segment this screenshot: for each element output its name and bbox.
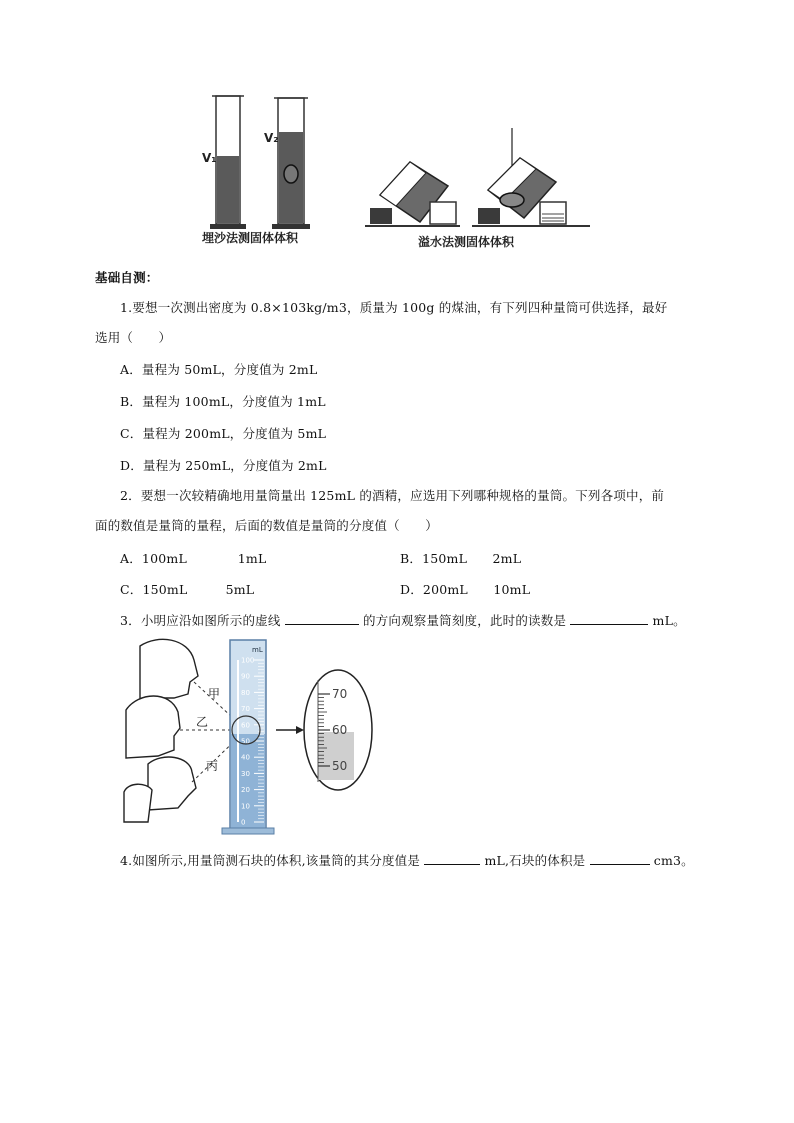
q1-option-c: C．量程为 200mL，分度值为 5mL xyxy=(120,426,327,441)
zoom-label-60: 60 xyxy=(332,723,348,737)
caption-right: 溢水法测固体体积 xyxy=(418,235,515,249)
q3-text-a: 3．小明应沿如图所示的虚线 xyxy=(120,613,281,628)
q4-blank-division[interactable] xyxy=(424,850,480,865)
cylinder-tick-label: 0 xyxy=(241,818,246,827)
cylinder-reading-figure xyxy=(118,632,388,842)
label-v1: V₁ xyxy=(202,151,217,165)
label-bing: 丙 xyxy=(206,759,219,773)
q1-option-d: D．量程为 250mL，分度值为 2mL xyxy=(120,458,327,473)
q4-text-c: cm3。 xyxy=(653,853,694,868)
q2-option-a: A．100mL 1mL xyxy=(120,551,267,566)
label-v2: V₂ xyxy=(264,131,279,145)
label-jia: 甲 xyxy=(208,687,221,701)
q2-line1: 2．要想一次较精确地用量筒量出 125mL 的酒精，应选用下列哪种规格的量筒。下列各项中，前 xyxy=(120,488,665,503)
cylinder-tick-label: 70 xyxy=(241,705,250,714)
caption-left: 埋沙法测固体体积 xyxy=(202,231,299,245)
cylinder-tick-label: 60 xyxy=(241,721,250,730)
q2-option-d: D．200mL 10mL xyxy=(400,582,531,597)
unit-label: mL xyxy=(252,646,263,654)
cylinder-tick-label: 90 xyxy=(241,672,250,681)
overflow-setup-left xyxy=(365,162,460,226)
q4-text-b: mL,石块的体积是 xyxy=(484,853,586,868)
q3-text-c: mL。 xyxy=(652,613,686,628)
label-yi: 乙 xyxy=(196,715,209,729)
cylinder-v2 xyxy=(272,98,310,229)
q3-blank-reading[interactable] xyxy=(570,610,648,625)
q2-option-c: C．150mL 5mL xyxy=(120,582,255,597)
q3-text-b: 的方向观察量筒刻度，此时的读数是 xyxy=(362,613,567,628)
cylinder-tick-label: 30 xyxy=(241,769,250,778)
zoom-label-50: 50 xyxy=(332,759,348,773)
q1-line2: 选用（ ） xyxy=(95,330,172,345)
cylinder-tick-label: 20 xyxy=(241,786,250,795)
cylinder-tick-label: 80 xyxy=(241,688,250,697)
cylinder-tick-label: 10 xyxy=(241,802,250,811)
q2-line2: 面的数值是量筒的量程，后面的数值是量筒的分度值（ ） xyxy=(95,518,438,533)
cylinder-tick-label: 40 xyxy=(241,753,250,762)
volume-methods-figure xyxy=(190,90,610,260)
overflow-setup-right xyxy=(472,128,590,226)
cylinder-tick-label: 100 xyxy=(241,656,255,665)
section-title: 基础自测： xyxy=(95,270,159,285)
q1-option-b: B．量程为 100mL，分度值为 1mL xyxy=(120,394,326,409)
q3-blank-direction[interactable] xyxy=(285,610,359,625)
q4-text-a: 4.如图所示,用量筒测石块的体积,该量筒的其分度值是 xyxy=(120,853,421,868)
q4-blank-volume[interactable] xyxy=(590,850,650,865)
observer-heads xyxy=(124,639,198,822)
zoom-arrow xyxy=(276,726,304,734)
q2-option-b: B．150mL 2mL xyxy=(400,551,522,566)
q1-option-a: A．量程为 50mL，分度值为 2mL xyxy=(120,362,318,377)
q3-line xyxy=(120,610,686,631)
q1-line1: 1.要想一次测出密度为 0.8×103kg/m3，质量为 100g 的煤油，有下列四种量筒可供选择，最好 xyxy=(120,300,668,315)
zoom-label-70: 70 xyxy=(332,687,348,701)
cylinder-tick-label: 50 xyxy=(241,737,250,746)
q4-line xyxy=(120,850,694,871)
